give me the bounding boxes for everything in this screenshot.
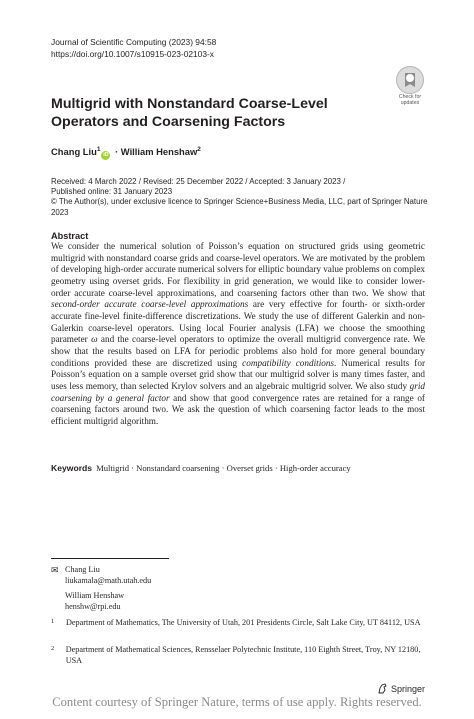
abstract-heading: Abstract	[51, 231, 89, 241]
journal-doi[interactable]: https://doi.org/10.1007/s10915-023-02103-x	[51, 49, 214, 59]
badge-line2: updates	[400, 99, 420, 106]
copyright-line: © The Author(s), under exclusive licence to Springer Science+Business Media, LLC, part of Springer Nature 2023	[51, 197, 428, 217]
author-name[interactable]: Chang Liu	[51, 146, 97, 158]
author-separator: ·	[115, 146, 119, 158]
author-list	[51, 146, 201, 160]
abstract-text: and show that good convergence rates are retained for a range of coarsening factors around two. We ask the question of which coarsening factor leads to the most efficient multigrid algorithm.	[51, 392, 425, 426]
journal-citation: Journal of Scientific Computing (2023) 94:58	[51, 37, 217, 47]
envelope-icon: ✉	[51, 565, 59, 575]
paper-title: Multigrid with Nonstandard Coarse-Level Operators and Coarsening Factors	[51, 96, 328, 130]
affiliation-number: 1	[51, 618, 55, 625]
abstract-body	[51, 241, 425, 428]
courtesy-notice: Content courtesy of Springer Nature, terms of use apply. Rights reserved.	[52, 695, 422, 709]
contact-email[interactable]: henshw@rpi.edu	[65, 601, 121, 611]
keywords-list: Multigrid · Nonstandard coarsening · Overset grids · High-order accuracy	[96, 463, 351, 473]
abstract-emphasis: grid coarsening by a general factor	[51, 380, 425, 403]
springer-logo[interactable]	[377, 683, 425, 694]
contact-name: Chang Liu	[65, 565, 100, 574]
corresponding-authors	[51, 565, 151, 612]
keywords	[51, 463, 351, 473]
springer-horse-icon	[377, 683, 388, 694]
author-affiliation-ref: 2	[197, 146, 201, 153]
affiliation-number: 2	[51, 645, 55, 652]
check-for-updates-badge[interactable]	[395, 66, 425, 106]
abstract-emphasis: compatibility conditions	[242, 357, 335, 368]
springer-wordmark: Springer	[391, 683, 426, 694]
footnote-rule	[51, 558, 169, 559]
contact-email[interactable]: liukamala@math.utah.edu	[65, 575, 152, 585]
author-name[interactable]: William Henshaw	[120, 146, 198, 158]
publication-dates	[51, 177, 431, 218]
dates-line: Published online: 31 January 2023	[51, 187, 173, 197]
contact-name: William Henshaw	[65, 591, 125, 600]
dates-line: Received: 4 March 2022 / Revised: 25 December 2022 / Accepted: 3 January 2023 /	[51, 177, 346, 186]
orcid-icon[interactable]: iD	[103, 152, 109, 159]
affiliation	[51, 618, 431, 629]
omega-symbol: ω	[91, 334, 98, 345]
abstract-text: . Numerical results for Poisson’s equation on a sample overset grid show that our multigrid solver is many times faster, and uses less memory, than selected Krylov solvers and an algebraic multigrid solver. We also study	[51, 357, 426, 391]
abstract-emphasis: second-order accurate coarse-level approximations	[51, 299, 249, 310]
affiliation-text: Department of Mathematics, The University of Utah, 201 Presidents Circle, Salt Lake City, UT 84112, USA	[66, 618, 421, 627]
check-updates-icon	[396, 66, 424, 94]
journal-info	[51, 36, 216, 60]
abstract-text: We consider the numerical solution of Poisson’s equation on structured grids using geometric multigrid with nonstandard coarse grids and coarse-level operators. We are motivated by the problem of developing high-order accurate numerical solvers for elliptic boundary value problems on complex geometry using overset grids. For flexibility in grid generation, we would like to consider lower-order accurate coarse-level approximations, and coarsening factors other than two. We show that	[51, 241, 426, 298]
badge-line1: Check for	[398, 94, 422, 100]
author-affiliation-ref: 1	[96, 146, 101, 153]
affiliation	[51, 645, 431, 666]
abstract-text: are very effective for fourth- or sixth-order accurate fine-level finite-difference discretizations. We study the use of different Galerkin and non-Galerkin coarse-level operators. Using local Fourier analysis (LFA) we choose the smoothing parameter	[51, 299, 425, 345]
keywords-label: Keywords	[51, 463, 93, 473]
abstract-text: and the coarse-level operators to optimize the overall multigrid convergence rate. We show that the results based on LFA for periodic problems also hold for more general boundary conditions provided these are discretized using	[51, 334, 425, 368]
affiliation-text: Department of Mathematical Sciences, Rensselaer Polytechnic Institute, 110 Eighth Street, Troy, NY 12180, USA	[65, 645, 421, 665]
